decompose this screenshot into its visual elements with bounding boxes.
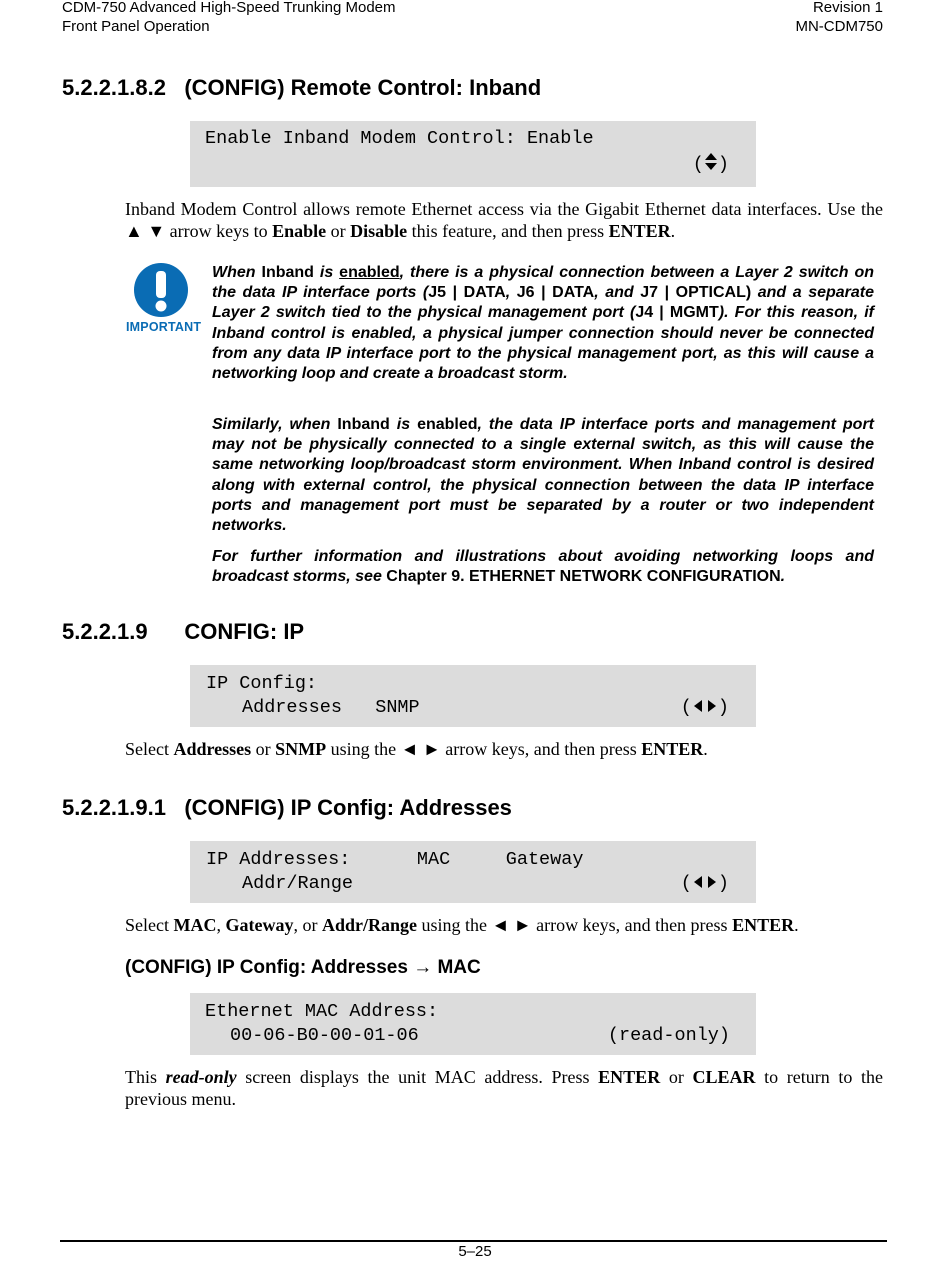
left-arrow-icon (692, 874, 704, 890)
chapter-reference: Chapter 9. ETHERNET NETWORK CONFIGURATION (386, 568, 781, 586)
doc-number: MN-CDM750 (795, 18, 883, 35)
text: is (313, 264, 340, 281)
section-title: (CONFIG) Remote Control: Inband (184, 75, 542, 100)
text: , and (594, 284, 641, 302)
section-number: 5.2.2.1.9 (62, 619, 148, 644)
paren-open: ( (692, 154, 704, 175)
left-arrow-icon (692, 698, 704, 714)
lcd-line-2: Addresses SNMP (242, 697, 420, 718)
port-j6: J6 | DATA (516, 284, 595, 302)
section-heading-inband (62, 75, 541, 101)
footer-rule (60, 1240, 887, 1242)
term-inband: Inband (337, 416, 390, 433)
text: , or (293, 915, 322, 935)
paren-open: ( (680, 873, 692, 894)
term-enabled: enabled (339, 264, 400, 281)
term-enter: ENTER (598, 1067, 661, 1087)
text: When (212, 264, 262, 281)
text: or (326, 221, 351, 241)
chapter-title: Front Panel Operation (62, 18, 210, 35)
lcd-line-1: IP Addresses: MAC Gateway (206, 849, 584, 870)
text: . (670, 221, 676, 241)
text: , there is a physical connection between a Layer 2 switch on the data IP interface ports ( (212, 264, 875, 302)
paragraph-inband (125, 198, 883, 242)
port-j7: J7 | OPTICAL) (640, 284, 752, 302)
text: or (251, 739, 276, 759)
text: Inband Modem Control allows remote Ethernet access via the Gigabit Ethernet data interfaces. Use the ▲ ▼ arrow keys to (125, 199, 883, 241)
right-arrow-icon (704, 874, 718, 890)
lcd-display-inband (190, 121, 756, 187)
term-enter: ENTER (608, 221, 671, 241)
important-paragraph-2 (212, 415, 874, 536)
page-header-left (62, 0, 396, 36)
term-addr-range: Addr/Range (321, 915, 417, 935)
text: or (660, 1067, 693, 1087)
section-title: (CONFIG) IP Config: Addresses (184, 795, 512, 820)
section-number: 5.2.2.1.9.1 (62, 795, 166, 820)
term-read-only: read-only (165, 1067, 237, 1087)
term-inband: Inband (261, 264, 314, 281)
section-number: 5.2.2.1.8.2 (62, 75, 166, 100)
lcd-display-ip-config (190, 665, 756, 727)
port-j5: J5 | DATA (428, 284, 506, 302)
paren-open: ( (680, 697, 692, 718)
up-down-arrow-icon (704, 152, 718, 172)
read-only-indicator: (read-only) (607, 1025, 730, 1046)
text: and a separate Layer 2 switch tied to the physical management port ( (212, 284, 875, 322)
text: is (389, 416, 418, 433)
text: ). For this reason, if Inband control is enabled, a physical jumper connection should never be connected from any data IP interface port to the physical management port, as this will cause a networking loop and create a broadcast storm. (212, 304, 874, 383)
port-j4: J4 | MGMT (635, 304, 719, 322)
section-heading-config-ip (62, 619, 304, 645)
text: . (794, 915, 799, 935)
text: screen displays the unit MAC address. Press (236, 1067, 599, 1087)
paren-close: ) (717, 154, 729, 175)
important-label: IMPORTANT (126, 320, 202, 334)
section-title: CONFIG: IP (184, 619, 305, 644)
important-paragraph-3 (212, 547, 874, 587)
document-title: CDM-750 Advanced High-Speed Trunking Modem (62, 0, 396, 16)
lcd-nav (681, 872, 729, 896)
section-heading-addresses (62, 795, 512, 821)
term-enter: ENTER (732, 915, 795, 935)
paragraph-mac (125, 1066, 883, 1110)
term-snmp: SNMP (275, 739, 327, 759)
page-number: 5–25 (458, 1243, 492, 1260)
term-enabled: enabled (417, 416, 478, 433)
mac-address-value: 00-06-B0-00-01-06 (230, 1025, 419, 1046)
text: , the data IP interface ports and management port may not be physically connected to a single external switch, as this will cause the same networking loop/broadcast storm environment. When Inband control is desired along with external control, the physical connection between the data IP interface ports and management port must be separated by a router or two independent networks. (212, 416, 874, 535)
text: Select (125, 739, 174, 759)
lcd-display-mac (190, 993, 756, 1055)
term-clear: CLEAR (692, 1067, 756, 1087)
lcd-line-1: IP Config: (206, 673, 318, 694)
paren-close: ) (717, 697, 729, 718)
term-addresses: Addresses (173, 739, 252, 759)
text: , (505, 284, 517, 302)
text: . (703, 739, 708, 759)
paragraph-config-ip (125, 738, 883, 760)
revision-label: Revision 1 (812, 0, 883, 16)
term-disable: Disable (350, 221, 408, 241)
lcd-nav (681, 696, 729, 720)
text: to return to the previous menu. (125, 1067, 883, 1109)
lcd-line-2 (693, 152, 729, 177)
text: . (780, 568, 786, 586)
text: this feature, and then press (407, 221, 609, 241)
text: For further information and illustrations about avoiding networking loops and broadcast storms, see (212, 548, 874, 586)
term-enable: Enable (272, 221, 327, 241)
paragraph-addresses (125, 914, 883, 936)
lcd-display-ip-addresses (190, 841, 756, 903)
text: Similarly, when (212, 416, 338, 433)
text: Select (125, 915, 174, 935)
term-enter: ENTER (641, 739, 704, 759)
term-gateway: Gateway (225, 915, 294, 935)
paren-close: ) (717, 873, 729, 894)
lcd-line-2: Addr/Range (242, 873, 354, 894)
text: This (125, 1067, 166, 1087)
text: using the ◄ ► arrow keys, and then press (416, 915, 733, 935)
text: , (216, 915, 226, 935)
page-header-right (795, 0, 883, 36)
text: using the ◄ ► arrow keys, and then press (326, 739, 642, 759)
right-arrow-icon (704, 698, 718, 714)
important-notice-icon (126, 262, 202, 337)
important-paragraph-1 (212, 263, 874, 384)
subsection-heading-mac: (CONFIG) IP Config: Addresses → MAC (125, 957, 481, 978)
lcd-line-1: Ethernet MAC Address: (205, 1001, 439, 1022)
lcd-line-1: Enable Inband Modem Control: Enable (205, 128, 594, 149)
term-mac: MAC (173, 915, 217, 935)
